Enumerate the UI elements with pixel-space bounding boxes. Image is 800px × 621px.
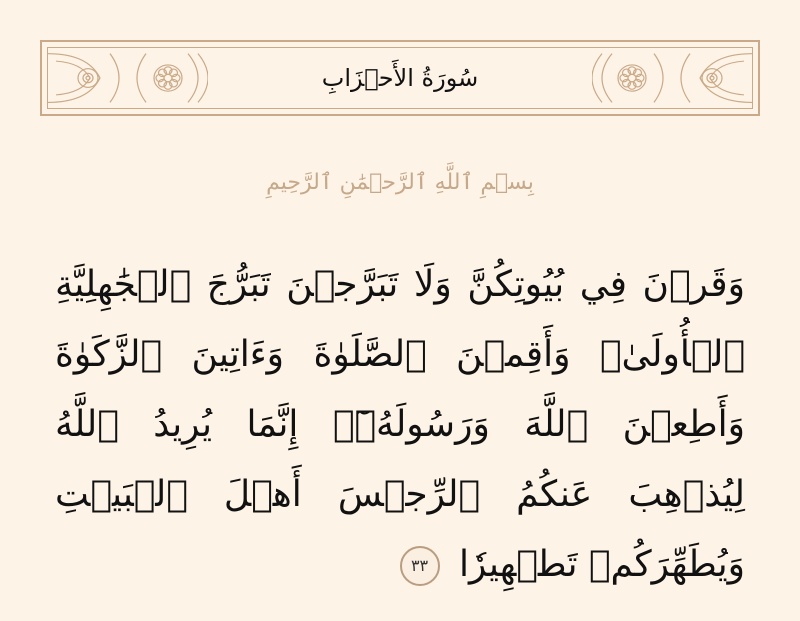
left-ornament-icon [48,48,208,108]
right-ornament-icon [592,48,752,108]
surah-header [40,40,760,116]
surah-header-inner-border [47,47,753,109]
verse-text: وَقَرۡنَ فِي بُيُوتِكُنَّ وَلَا تَبَرَّجۡنَ تَبَرُّجَ ٱلۡجَٰهِلِيَّةِ ٱلۡأُولَىٰۖ وَأَقِمۡنَ ٱلصَّلَوٰةَ وَءَاتِينَ ٱلزَّكَوٰةَ وَأَطِعۡنَ ٱللَّهَ وَرَسُولَهُۥٓۚ إِنَّمَا يُرِيدُ ٱللَّهُ لِيُذۡهِبَ عَنكُمُ ٱلرِّجۡسَ أَهۡلَ ٱلۡبَيۡتِ وَيُطَهِّرَكُمۡ تَطۡهِيرٗا [55,264,745,585]
verse-text-block [55,250,745,600]
surah-title: سُورَةُ الأَحۡزَابِ [321,64,479,92]
title-plate [253,58,547,98]
verse-number-marker: ٣٣ [400,546,440,586]
basmala: بِسۡمِ ٱللَّهِ ٱلرَّحۡمَٰنِ ٱلرَّحِيمِ [266,170,534,195]
